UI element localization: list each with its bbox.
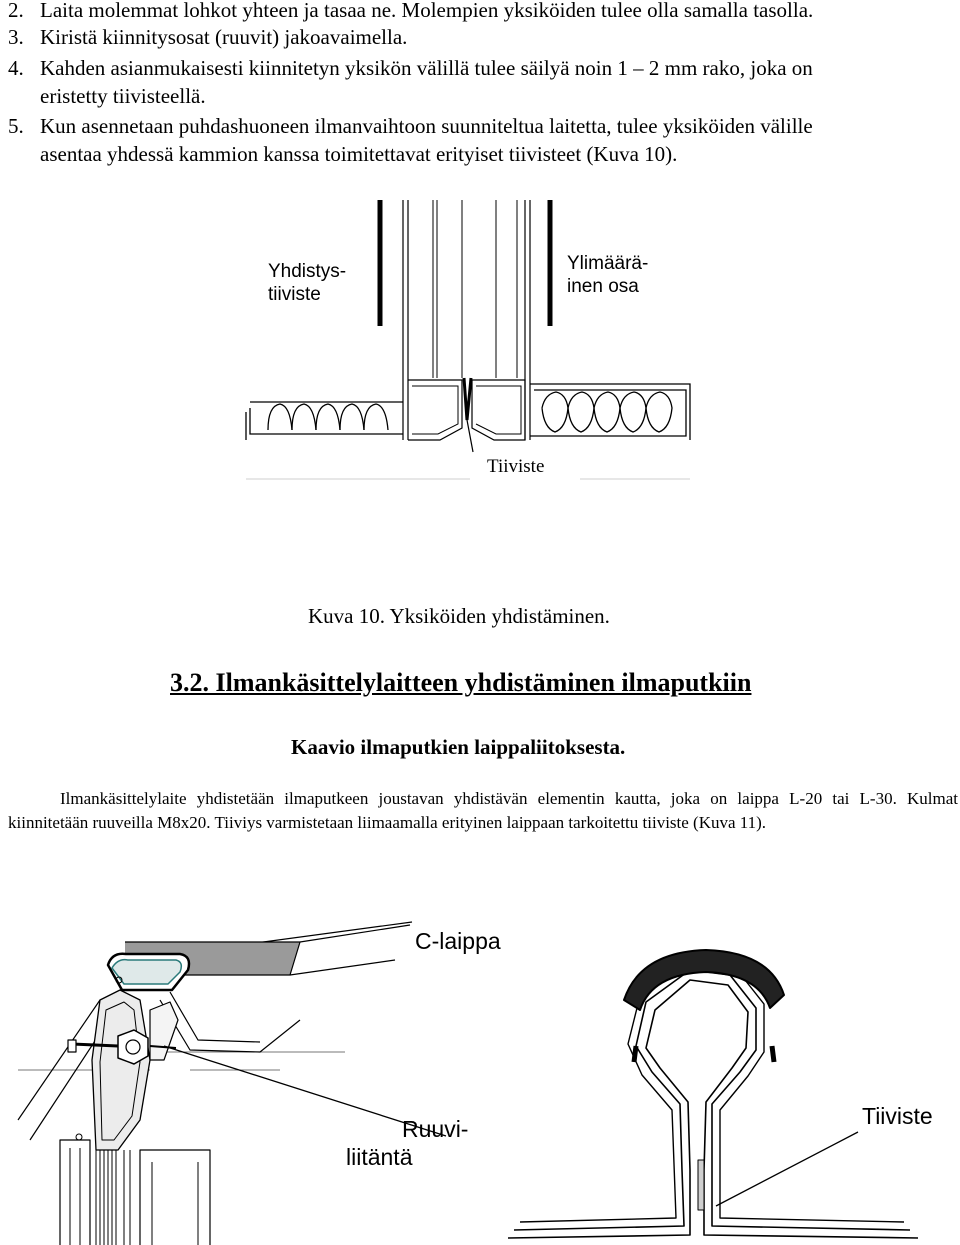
list-number: 2. (8, 0, 24, 22)
label-line: liitäntä (346, 1144, 413, 1170)
list-number: 4. (8, 56, 24, 80)
list-text: Laita molemmat lohkot yhteen ja tasaa ne. Molempien yksiköiden tulee olla samalla tasolla. (40, 0, 814, 22)
label-line: Yhdistys- (268, 261, 347, 282)
figure-label-c-flange: C-laippa (415, 928, 501, 954)
list-text-continuation: eristetty tiivisteellä. (40, 84, 206, 108)
paragraph-text: Ilmankäsittelylaite yhdistetään ilmaputkeen joustavan yhdistävän elementin kautta, joka on laippa L-20 tai L-30. Kulmat kiinnitetään ruuveilla M8x20. Tiiviys varmistetaan liimaamalla erityinen laippaan tarkoitettu tiiviste (Kuva 11). (8, 789, 958, 832)
figure-label-screw-connection (346, 1115, 468, 1171)
figure-caption: Kuva 10. Yksiköiden yhdistäminen. (308, 604, 610, 628)
figure-label-seal-right: Tiiviste (862, 1103, 933, 1129)
list-number: 3. (8, 25, 24, 49)
list-text: Kahden asianmukaisesti kiinnitetyn yksikön välillä tulee säilyä noin 1 – 2 mm rako, joka on (40, 56, 813, 80)
label-line: Ylimäärä- (567, 253, 649, 274)
figure-label-seal: Tiiviste (487, 456, 545, 477)
section-subheading: Kaavio ilmaputkien laippaliitoksesta. (291, 735, 626, 759)
list-text: Kun asennetaan puhdashuoneen ilmanvaihtoon suunniteltua laitetta, tulee yksiköiden välille (40, 114, 813, 138)
section-heading: 3.2. Ilmankäsittelylaitteen yhdistäminen ilmaputkiin (170, 668, 752, 697)
label-line: inen osa (567, 276, 639, 297)
list-number: 5. (8, 114, 24, 138)
label-line: Ruuvi- (402, 1116, 469, 1142)
list-text: Kiristä kiinnitysosat (ruuvit) jakoavaimella. (40, 25, 408, 49)
list-text-continuation: asentaa yhdessä kammion kanssa toimitettavat erityiset tiivisteet (Kuva 10). (40, 142, 678, 166)
label-line: tiiviste (268, 284, 321, 305)
